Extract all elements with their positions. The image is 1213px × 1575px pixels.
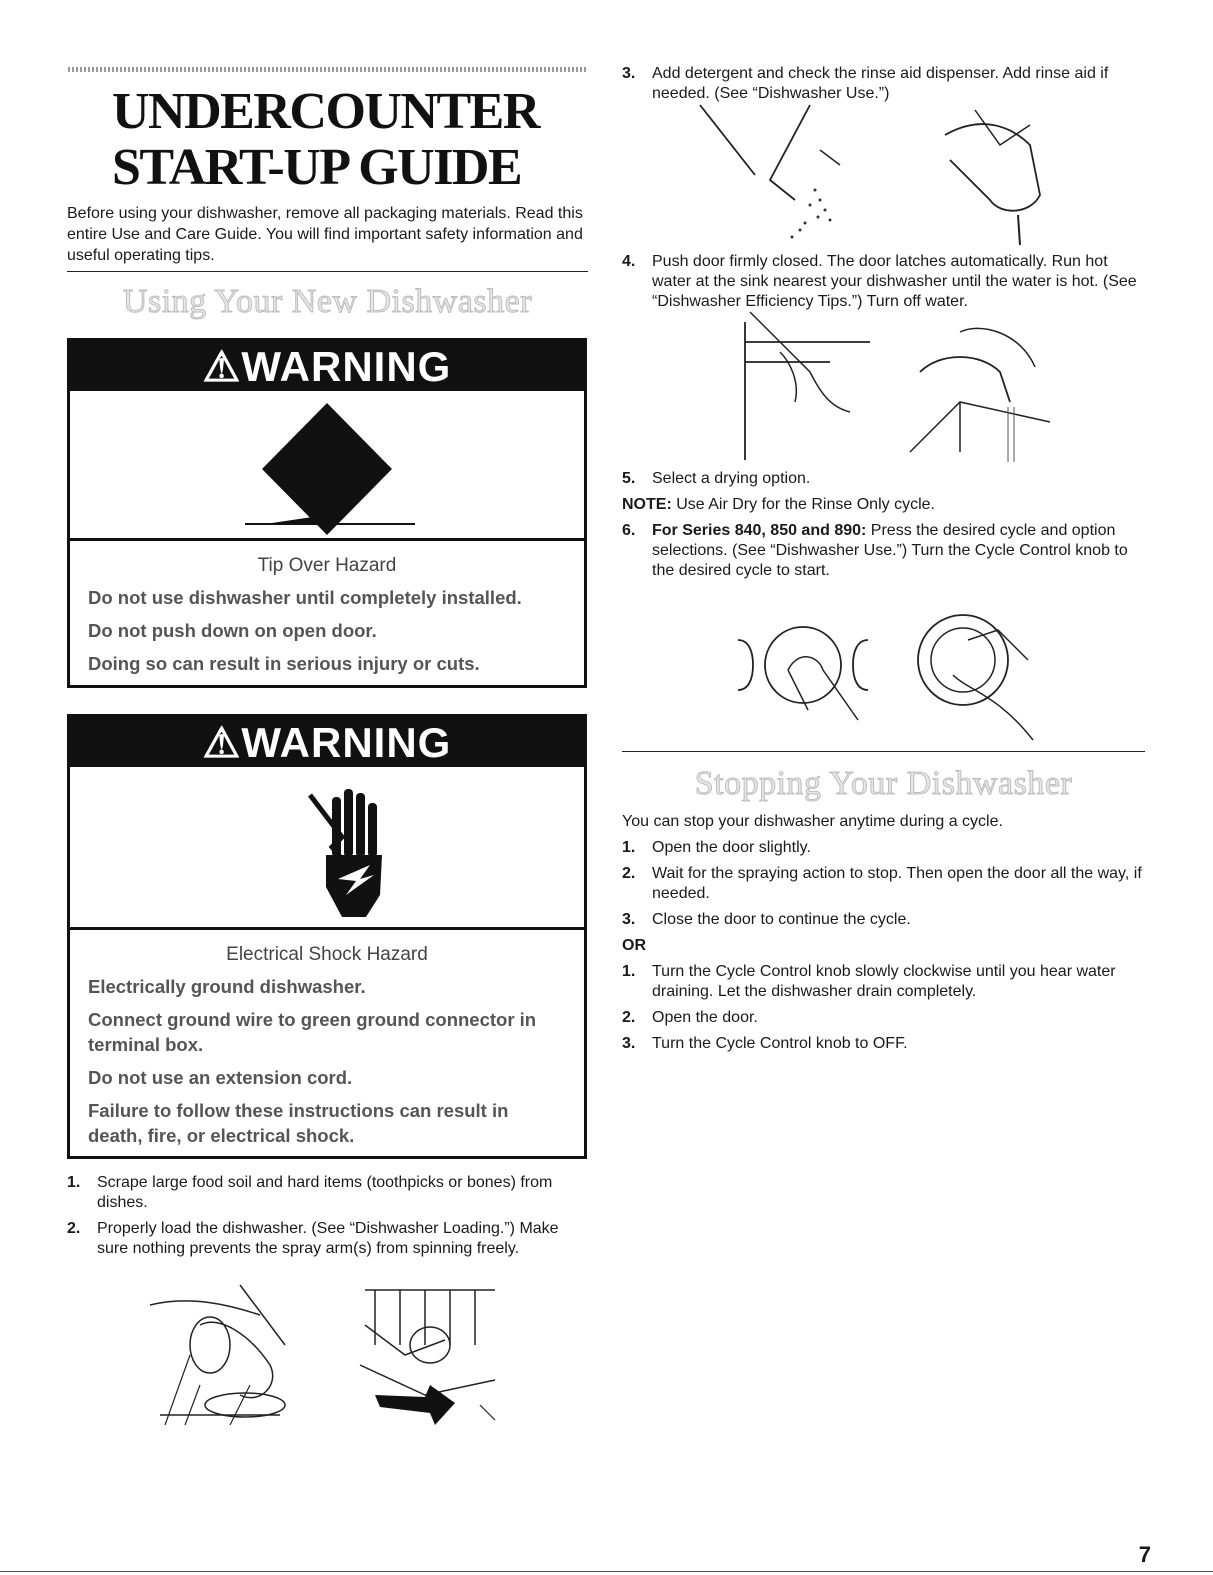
bottom-edge-rule: [0, 1571, 1213, 1572]
intro-paragraph: Before using your dishwasher, remove all packaging materials. Read this entire Use and Care Guide. You will find important safety information and useful operating tips.: [67, 205, 583, 264]
warning-line: Do not use dishwasher until completely installed.: [88, 587, 522, 608]
list-item: 2. Wait for the spraying action to stop. Then open the door all the way, if needed.: [622, 865, 1142, 902]
warning-triangle-icon: ⚠: [202, 343, 242, 390]
tip-over-icon: [70, 391, 584, 538]
step-4: 4. Push door firmly closed. The door latches automatically. Run hot water at the sink nearest your dishwasher until the water is hot. (See “Dishwasher Efficiency Tips.”) Turn off water.: [622, 253, 1137, 310]
list-item: 3. Close the door to continue the cycle.: [622, 911, 911, 928]
warning-line: Do not push down on open door.: [88, 620, 377, 641]
door-and-faucet-illustration: [730, 312, 1060, 462]
scraping-dishes-illustration: [140, 1285, 310, 1435]
warning-line: Failure to follow these instructions can result in death, fire, or electrical shock.: [88, 1100, 509, 1146]
electric-shock-hand-icon: [70, 767, 584, 927]
or-label: OR: [622, 937, 646, 954]
warning-box-tip-over: [67, 338, 587, 688]
warning-line: Connect ground wire to green ground connector in terminal box.: [88, 1009, 537, 1055]
warning-box-electrical: [67, 714, 587, 1159]
list-item: 1. Turn the Cycle Control knob slowly clockwise until you hear water draining. Let the dishwasher drain completely.: [622, 963, 1116, 1000]
list-item: 2. Properly load the dishwasher. (See “Dishwasher Loading.”) Make sure nothing prevents the spray arm(s) from spinning freely.: [67, 1220, 559, 1257]
title-line-2: START-UP GUIDE: [112, 139, 522, 196]
step-3: 3. Add detergent and check the rinse aid dispenser. Add rinse aid if needed. (See “Dishwasher Use.”): [622, 65, 1109, 102]
warning-header: ⚠WARNING: [70, 717, 584, 767]
warning-line: Do not use an extension cord.: [88, 1067, 353, 1088]
electrical-pictogram: [70, 767, 584, 930]
section-heading-stopping: Stopping Your Dishwasher: [694, 765, 1073, 802]
warning-line: Doing so can result in serious injury or cuts.: [88, 653, 480, 674]
list-item: 3. Turn the Cycle Control knob to OFF.: [622, 1035, 908, 1052]
tip-over-pictogram: [70, 391, 584, 541]
note: NOTE: Use Air Dry for the Rinse Only cycle.: [622, 496, 935, 513]
page-number: 7: [1138, 1542, 1151, 1567]
warning-header: ⚠WARNING: [70, 341, 584, 391]
section-divider: [622, 751, 1145, 752]
section-heading-using: Using Your New Dishwasher: [122, 283, 533, 320]
cycle-knob-illustration: [728, 600, 1058, 740]
section-divider: [67, 271, 588, 272]
list-item: 1. Open the door slightly.: [622, 839, 811, 856]
hazard-title: Electrical Shock Hazard: [226, 944, 428, 965]
list-item: 1. Scrape large food soil and hard items (toothpicks or bones) from dishes.: [67, 1174, 553, 1211]
warning-line: Electrically ground dishwasher.: [88, 976, 366, 997]
stop-intro: You can stop your dishwasher anytime during a cycle.: [622, 813, 1003, 830]
top-dotted-rule: [68, 67, 588, 72]
page-title: [112, 84, 572, 196]
steps-5-6: 5. Select a drying option. NOTE: Use Air Dry for the Rinse Only cycle. 6. For Series 840, 850 and 890: Press the desired cycle and option selections. (See “Dishwasher Use.”) Turn the Cycle Control knob to the desired cycle to start.: [622, 469, 1147, 587]
stopping-section: [622, 812, 1147, 1060]
title-line-1: UNDERCOUNTER: [112, 83, 539, 140]
warning-triangle-icon: ⚠: [202, 719, 242, 766]
detergent-illustration: [700, 105, 1060, 250]
left-steps-list: [67, 1173, 587, 1265]
loading-rack-illustration: [355, 1285, 505, 1435]
hazard-title: Tip Over Hazard: [257, 555, 397, 576]
list-item: 2. Open the door.: [622, 1009, 758, 1026]
